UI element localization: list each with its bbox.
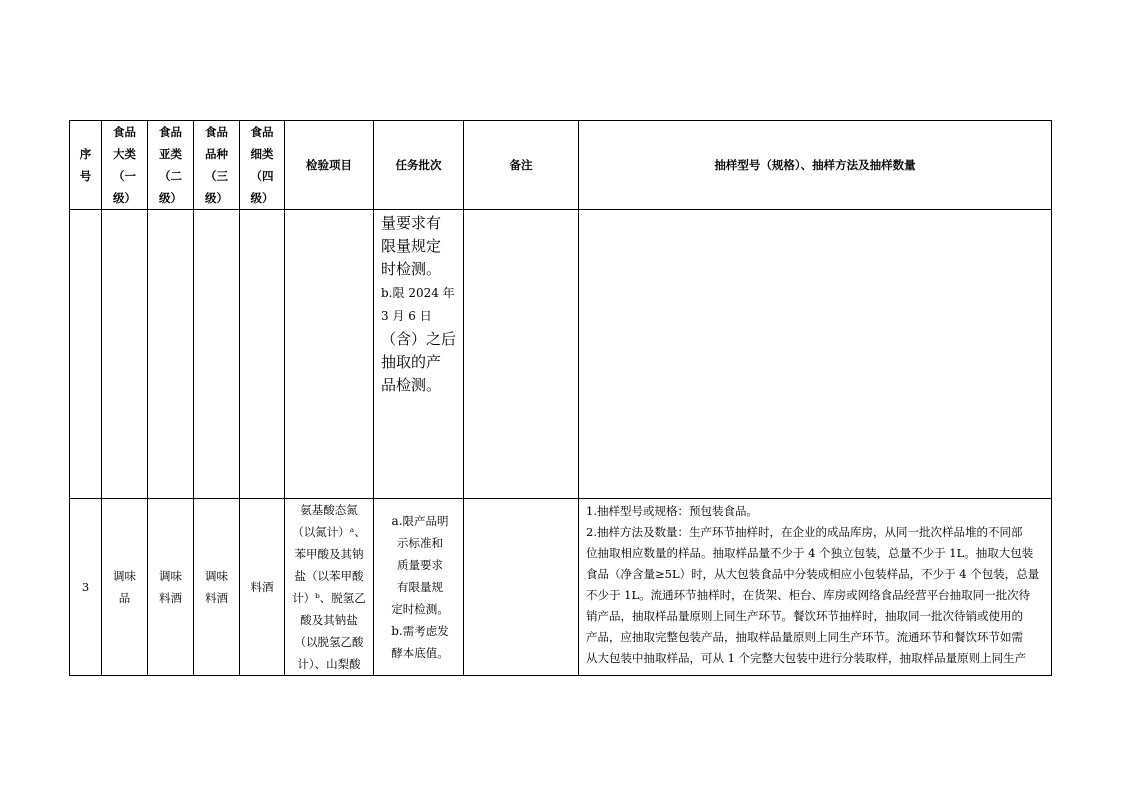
sampling-table: [69, 120, 1052, 676]
cell-category-level4: 料酒: [240, 499, 285, 676]
header-category-level1: 食品 大类 （一 级）: [102, 121, 148, 210]
cell-test-items: 氨基酸态氮 （以氮计）ᵃ、 苯甲酸及其钠 盐（以苯甲酸 计）ᵇ、脱氢乙 酸及其钠盐 （以脱氢乙酸 计）、山梨酸: [285, 499, 374, 676]
cell-test-items: [285, 210, 374, 499]
cell-task-batch: a.限产品明 示标准和 质量要求 有限量规 定时检测。 b.需考虑发 酵本底值。: [374, 499, 464, 676]
cell-sampling-method: [579, 210, 1052, 499]
cell-task-batch: 量要求有 限量规定 时检测。 b.限 2024 年 3 月 6 日 （含）之后 抽取的产 品检测。: [374, 210, 464, 499]
table-row: [70, 210, 1052, 499]
cell-category-level2: [148, 210, 194, 499]
table-row: [70, 499, 1052, 676]
header-remarks: 备注: [464, 121, 579, 210]
cell-category-level2: 调味 料酒: [148, 499, 194, 676]
cell-seq: 3: [70, 499, 102, 676]
header-seq: 序 号: [70, 121, 102, 210]
cell-category-level4: [240, 210, 285, 499]
header-category-level2: 食品 亚类 （二 级）: [148, 121, 194, 210]
cell-category-level3: 调味 料酒: [194, 499, 240, 676]
cell-seq: [70, 210, 102, 499]
header-category-level3: 食品 品种 （三 级）: [194, 121, 240, 210]
cell-remarks: [464, 210, 579, 499]
header-task-batch: 任务批次: [374, 121, 464, 210]
header-test-items: 检验项目: [285, 121, 374, 210]
header-sampling-method: 抽样型号（规格）、抽样方法及抽样数量: [579, 121, 1052, 210]
cell-category-level3: [194, 210, 240, 499]
header-category-level4: 食品 细类 （四 级）: [240, 121, 285, 210]
header-row: [70, 121, 1052, 210]
cell-remarks: [464, 499, 579, 676]
cell-sampling-method: 1.抽样型号或规格：预包装食品。 2.抽样方法及数量：生产环节抽样时，在企业的成品库房，从同一批次样品堆的不同部 位抽取相应数量的样品。抽取样品量不少于 4 个独立包装，总量不少于 1L。抽取大包装 食品（净含量≥5L）时，从大包装食品中分装成相应小包装样品，不少于 4 个包装，总量 不少于 1L。流通环节抽样时，在货架、柜台、库房或网络食品经营平台抽取同一批次待 销产品，抽取样品量原则上同生产环节。餐饮环节抽样时，抽取同一批次待销或使用的 产品，应抽取完整包装产品，抽取样品量原则上同生产环节。流通环节和餐饮环节如需 从大包装中抽取样品，可从 1 个完整大包装中进行分装取样，抽取样品量原则上同生产: [579, 499, 1052, 676]
cell-category-level1: [102, 210, 148, 499]
cell-category-level1: 调味 品: [102, 499, 148, 676]
